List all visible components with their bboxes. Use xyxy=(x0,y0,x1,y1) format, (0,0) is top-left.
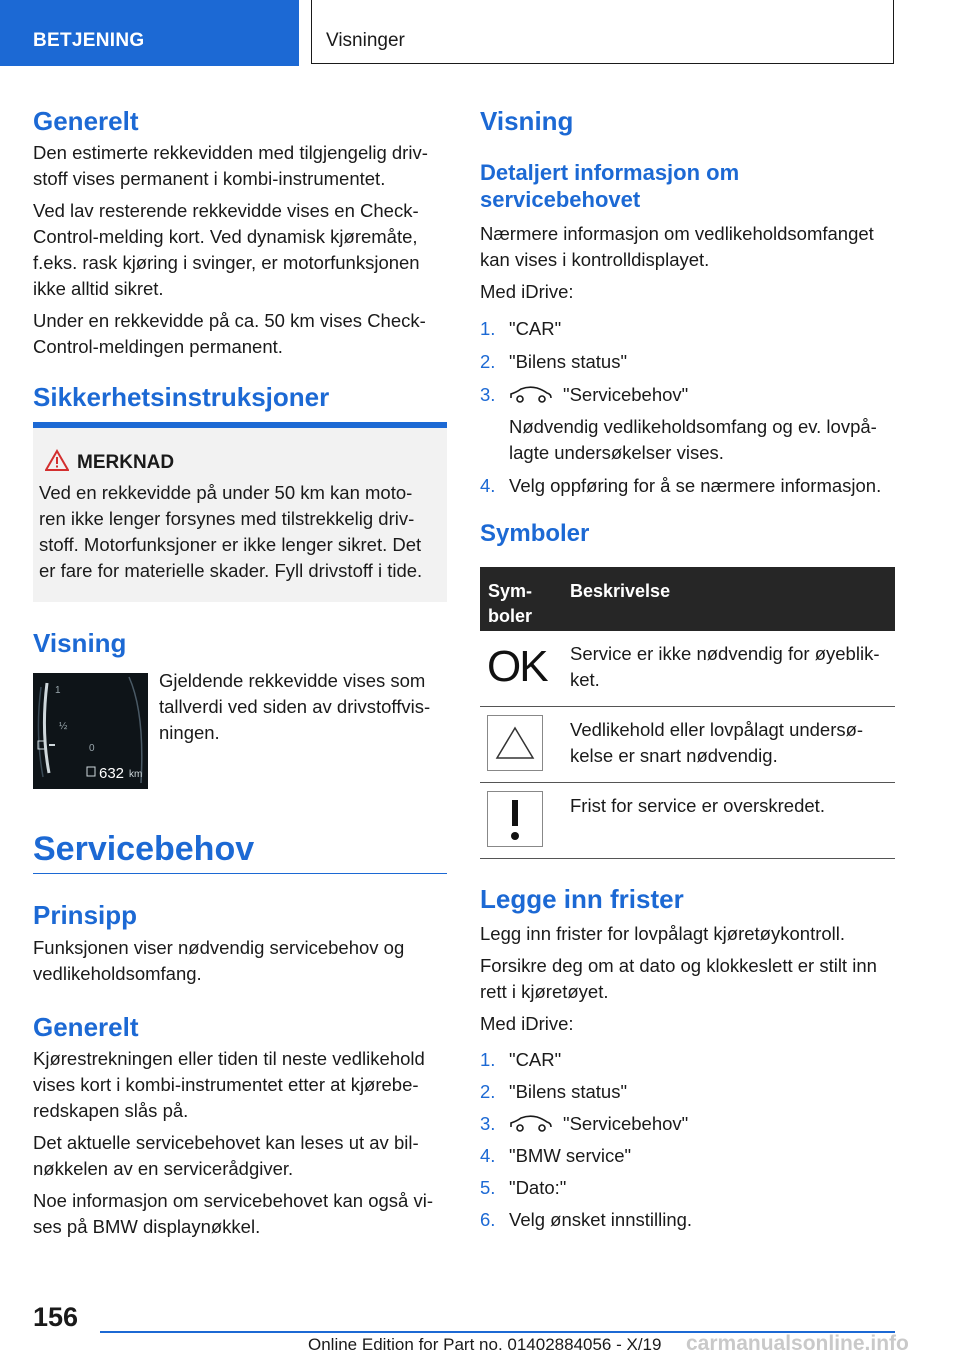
notice-text xyxy=(39,480,441,584)
text-line: Frist for service er overskredet. xyxy=(570,795,825,816)
generelt-heading: Generelt xyxy=(33,106,139,136)
step-text: "Dato:" xyxy=(509,1177,567,1198)
list-item xyxy=(480,349,895,375)
range-unit: km xyxy=(129,769,143,780)
row-desc xyxy=(570,641,890,693)
text-line: nøkkelen av en servicerådgiver. xyxy=(33,1158,294,1179)
car-icon xyxy=(509,1114,553,1132)
text-line: lagte undersøkelser vises. xyxy=(509,442,724,463)
text-line: vedlikeholdsomfang. xyxy=(33,963,202,984)
text-line: stoff vises permanent i kombi-instrumentet. xyxy=(33,168,386,189)
text-line: Ved lav resterende rekkevidde vises en Check- xyxy=(33,200,419,221)
car-icon xyxy=(509,385,553,403)
text-line: tallverdi ved siden av drivstoffvis- xyxy=(159,696,431,717)
text-line: f.eks. rask kjøring i svinger, er motorfunksjonen xyxy=(33,252,420,273)
step-number: 1. xyxy=(480,318,496,339)
exclamation-graphic xyxy=(488,792,542,846)
notice-title: MERKNAD xyxy=(77,452,175,473)
text-line: kan vises i kontrolldisplayet. xyxy=(480,249,710,270)
visning-heading-right: Visning xyxy=(480,106,574,136)
row-desc xyxy=(570,793,890,819)
list-item xyxy=(480,473,895,499)
text-line: ikke alltid sikret. xyxy=(33,278,164,299)
header-col-description: Beskrivelse xyxy=(570,581,671,601)
text-line: ningen. xyxy=(159,722,220,743)
step-text: "CAR" xyxy=(509,1049,562,1070)
chapter-label: Visninger xyxy=(326,30,405,51)
text-line: vises kort i kombi-instrumentet etter at kjørebe- xyxy=(33,1074,419,1095)
text-line: Noe informasjon om servicebehovet kan også vi- xyxy=(33,1190,433,1211)
step-text: "Bilens status" xyxy=(509,351,628,372)
list-item xyxy=(480,1111,895,1137)
step-number: 1. xyxy=(480,1049,496,1070)
idrive-label: Med iDrive: xyxy=(480,1013,574,1034)
ok-symbol: OK xyxy=(487,642,547,691)
text-line: Den estimerte rekkevidden med tilgjengelig driv- xyxy=(33,142,428,163)
step-text: "CAR" xyxy=(509,318,562,339)
table-header xyxy=(480,567,895,631)
prinsipp-text xyxy=(33,935,447,987)
chapter-box xyxy=(311,0,894,64)
text-line: Under en rekkevidde på ca. 50 km vises Check- xyxy=(33,310,426,331)
text-line: er fare for materielle skader. Fyll drivstoff i tide. xyxy=(39,560,423,581)
frister-steps xyxy=(480,1047,895,1233)
warning-triangle-icon xyxy=(487,715,543,771)
gauge-tick: 1 xyxy=(55,685,61,696)
triangle-graphic xyxy=(488,716,542,770)
instrument-cluster-image xyxy=(33,673,148,789)
list-item xyxy=(480,1079,895,1105)
text-line: redskapen slås på. xyxy=(33,1100,189,1121)
table-row xyxy=(480,707,895,783)
table-row xyxy=(480,631,895,707)
step-number: 3. xyxy=(480,1113,496,1134)
step-number: 4. xyxy=(480,1145,496,1166)
exclamation-icon xyxy=(487,791,543,847)
step-number: 2. xyxy=(480,1081,496,1102)
header-col-symbol xyxy=(488,579,532,629)
text-line: Forsikre deg om at dato og klokkeslett er stilt inn xyxy=(480,955,877,976)
notice-box xyxy=(33,422,447,602)
section-tab xyxy=(0,0,299,66)
heading-line: Detaljert informasjon om xyxy=(480,160,740,185)
range-value: 632 xyxy=(99,765,125,782)
visning-heading-left: Visning xyxy=(33,628,127,658)
symboler-heading: Symboler xyxy=(480,520,590,547)
text-line: Ved en rekkevidde på under 50 km kan moto- xyxy=(39,482,413,503)
table-row xyxy=(480,783,895,859)
generelt2-heading: Generelt xyxy=(33,1012,139,1042)
step-number: 6. xyxy=(480,1209,496,1230)
gauge-tick: ½ xyxy=(59,721,68,732)
text-line: Nødvendig vedlikeholdsomfang og ev. lovpå- xyxy=(509,416,877,437)
text-line: Service er ikke nødvendig for øyeblik- xyxy=(570,643,880,664)
text-line: Vedlikehold eller lovpålagt undersø- xyxy=(570,719,864,740)
text-line: stoff. Motorfunksjoner er ikke lenger sikret. Det xyxy=(39,534,422,555)
notice-bar xyxy=(33,422,447,428)
text-line: Control-melding kort. Ved dynamisk kjøremåte, xyxy=(33,226,418,247)
page-header xyxy=(0,0,960,66)
servicebehov-heading: Servicebehov xyxy=(33,830,255,868)
text-line: Gjeldende rekkevidde vises som xyxy=(159,670,426,691)
list-item xyxy=(480,382,895,466)
text-line: ket. xyxy=(570,669,600,690)
detail-steps xyxy=(480,316,895,499)
text-line: Kjørestrekningen eller tiden til neste vedlikehold xyxy=(33,1048,425,1069)
row-desc xyxy=(570,717,890,769)
detail-text xyxy=(480,221,900,305)
step-text: "Bilens status" xyxy=(509,1081,628,1102)
text-line: Control-meldingen permanent. xyxy=(33,336,283,357)
header-line: boler xyxy=(488,606,533,626)
watermark: carmanualsonline.info xyxy=(686,1332,909,1355)
text-line: Nærmere informasjon om vedlikeholdsomfanget xyxy=(480,223,874,244)
step-number: 4. xyxy=(480,475,496,496)
step-number: 3. xyxy=(480,384,496,405)
list-item xyxy=(480,1047,895,1073)
header-line: Sym- xyxy=(488,581,533,601)
section-rule xyxy=(33,873,447,874)
text-line: rett i kjøretøyet. xyxy=(480,981,609,1002)
text-line: Funksjonen viser nødvendig servicebehov og xyxy=(33,937,405,958)
idrive-label: Med iDrive: xyxy=(480,281,574,302)
text-line: Det aktuelle servicebehovet kan leses ut av bil- xyxy=(33,1132,419,1153)
visning-text xyxy=(159,668,449,746)
page-number: 156 xyxy=(33,1302,79,1332)
gauge-tick: 0 xyxy=(89,743,95,754)
section-label: BETJENING xyxy=(33,30,145,51)
frister-text xyxy=(480,921,900,1037)
step-number: 5. xyxy=(480,1177,496,1198)
list-item xyxy=(480,1175,895,1201)
prinsipp-heading: Prinsipp xyxy=(33,900,138,930)
list-item xyxy=(480,1143,895,1169)
step-number: 2. xyxy=(480,351,496,372)
text-line: ses på BMW displaynøkkel. xyxy=(33,1216,261,1237)
safety-heading: Sikkerhetsinstruksjoner xyxy=(33,382,330,412)
list-item xyxy=(480,1207,895,1233)
warning-triangle-icon xyxy=(45,449,69,471)
step-text: "Servicebehov" xyxy=(563,384,689,405)
step-text: "BMW service" xyxy=(509,1145,632,1166)
step-text: Velg ønsket innstilling. xyxy=(509,1209,693,1230)
symbol-table xyxy=(480,567,895,859)
heading-line: servicebehovet xyxy=(480,187,641,212)
step-text: "Servicebehov" xyxy=(563,1113,689,1134)
text-line: kelse er snart nødvendig. xyxy=(570,745,778,766)
edition-text: Online Edition for Part no. 01402884056 - X/19 xyxy=(308,1335,662,1354)
generelt-text xyxy=(33,140,447,360)
detail-heading xyxy=(480,159,739,213)
text-line: ren ikke lenger forsynes med tilstrekkelig driv- xyxy=(39,508,415,529)
frister-heading: Legge inn frister xyxy=(480,884,684,914)
list-item xyxy=(480,316,895,342)
step-text: Velg oppføring for å se nærmere informasjon. xyxy=(509,475,882,496)
step-sub xyxy=(509,414,895,466)
text-line: Legg inn frister for lovpålagt kjøretøykontroll. xyxy=(480,923,846,944)
generelt2-text xyxy=(33,1046,447,1240)
